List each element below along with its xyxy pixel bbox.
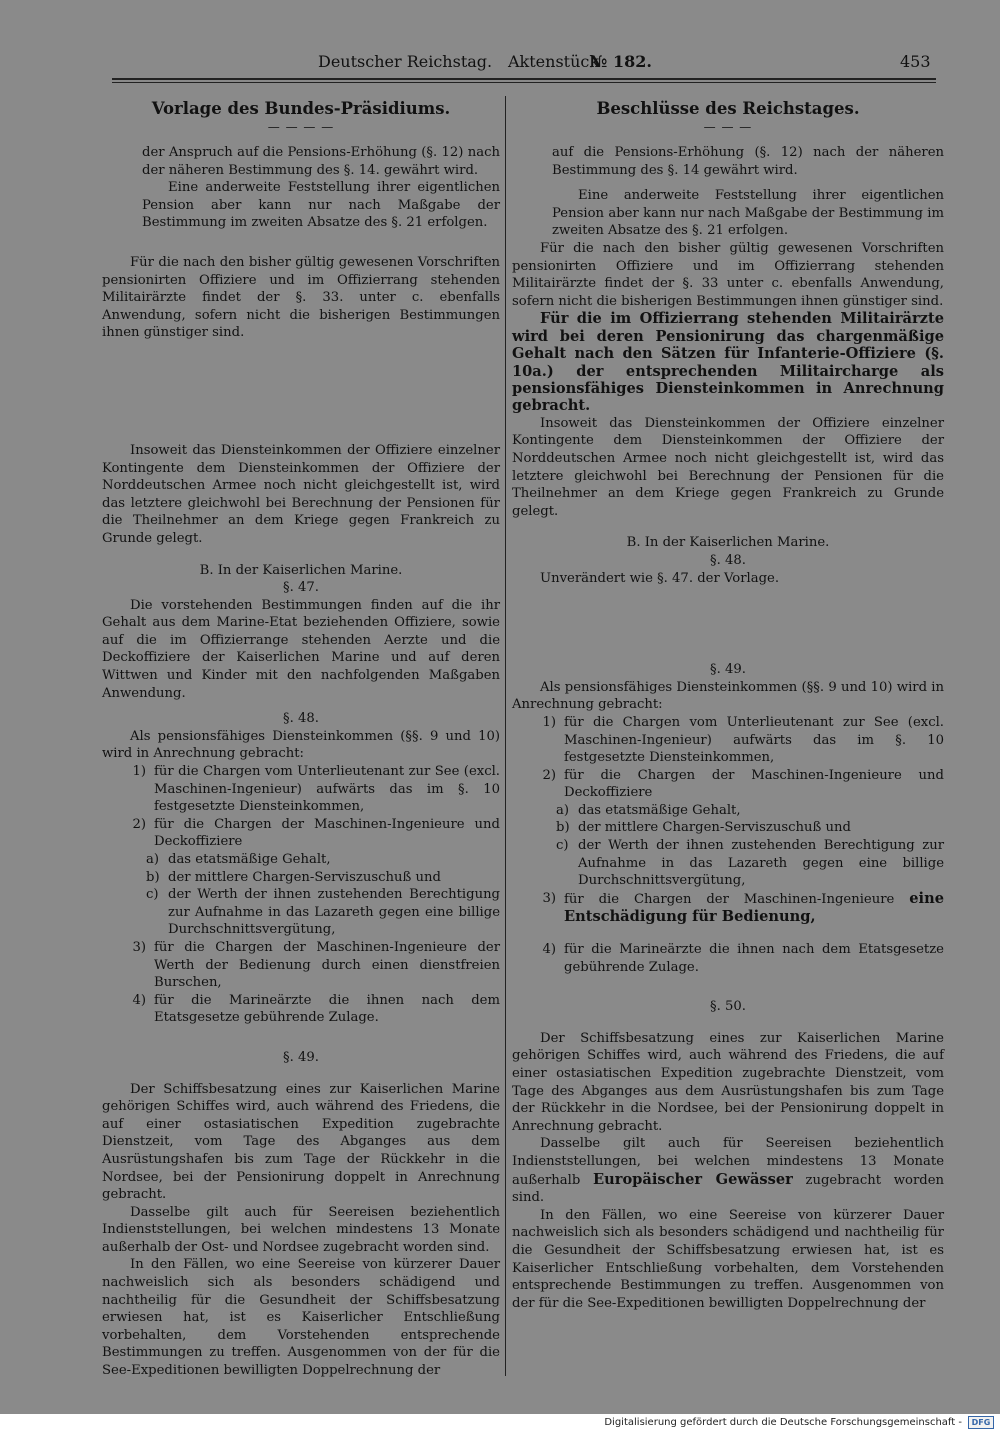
sub-list-item: a) das etatsmäßige Gehalt, [556, 802, 741, 818]
paragraph: Als pensionsfähiges Diensteinkommen (§§. 9 und 10) wird in Anrechnung gebracht: [512, 679, 944, 713]
paragraph: Für die nach den bisher gültig gewesenen Vorschriften pensionirten Offiziere und im Offizierrang stehenden Militairärzte findet der §. 33. unter c. ebenfalls Anwendung, sofern nicht die bisherigen Bestimmungen ihnen günstiger sind. [102, 254, 500, 341]
amendment-bold-paragraph: Für die im Offizierrang stehenden Militairärzte wird bei deren Pensionirung das chargenmäßige Gehalt nach den Sätzen für Infanterie-Offiziere (§. 10a.) der entsprechenden Militaircharge als pensionsfähiges Diensteinkommen in Anrechnung gebracht. [512, 310, 944, 415]
paragraph: Der Schiffsbesatzung eines zur Kaiserlichen Marine gehörigen Schiffes wird, auch während des Friedens, die auf einer ostasiatischen Expedition zugebrachte Dienstzeit, vom Tage des Abganges aus dem Ausrüstungshafen bis zum Tage der Rückkehr in die Nordsee, bei der Pensionirung doppelt in Anrechnung gebracht. [512, 1030, 944, 1134]
paragraph: Eine anderweite Feststellung ihrer eigentlichen Pension aber kann nur nach Maßgabe der Bestimmung im zweiten Absatze des §. 21 erfolgen. [552, 188, 944, 239]
header-rule-thin [112, 82, 936, 83]
left-indented-block [102, 144, 500, 232]
left-column [102, 98, 500, 1380]
left-column-title: Vorlage des Bundes-Präsidiums. [151, 99, 451, 118]
header-rule [112, 78, 936, 80]
section-number: §. 50. [710, 999, 746, 1015]
right-indented-block [512, 144, 944, 240]
sub-list-item: b) der mittlere Chargen-Serviszuschuß und [146, 869, 441, 885]
amendment-bold-text: eine Entschädigung für Bedienung, [564, 889, 944, 926]
paragraph: Dasselbe gilt auch für Seereisen beziehentlich Indienststellungen, bei welchen mindestens 13 Monate außerhalb Europäischer Gewässer zugebracht worden sind. [512, 1136, 944, 1206]
list-item: 3) für die Chargen der Maschinen-Ingenieure eine Entschädigung für Bedienung, [542, 889, 944, 926]
paragraph: Eine anderweite Feststellung ihrer eigentlichen Pension aber kann nur nach Maßgabe der Bestimmung im zweiten Absatze des §. 21 erfolgen. [142, 180, 500, 231]
column-divider [505, 96, 506, 1376]
paragraph: der Anspruch auf die Pensions-Erhöhung (§. 12) nach der näheren Bestimmung des §. 14. gewährt wird. [142, 145, 500, 178]
funding-notice: Digitalisierung gefördert durch die Deutsche Forschungsgemeinschaft - [604, 1417, 962, 1428]
section-number: §. 49. [283, 1049, 319, 1065]
section-number: §. 48. [283, 711, 319, 727]
paragraph: Insoweit das Diensteinkommen der Offiziere einzelner Kontingente dem Diensteinkommen der Offiziere der Norddeutschen Armee noch nicht gleichgestellt ist, wird das letztere gleichwohl bei Berechnung der Pensionen für die Theilnehmer an dem Kriege gegen Frankreich zu Grunde gelegt. [512, 415, 944, 519]
paragraph: auf die Pensions-Erhöhung (§. 12) nach der näheren Bestimmung des §. 14 gewährt wird. [552, 145, 944, 178]
list-item: 1) für die Chargen vom Unterlieutenant zur See (excl. Maschinen-Ingenieur) aufwärts das im §. 10 festgesetzte Diensteinkommen, [132, 764, 500, 815]
section-heading: B. In der Kaiserlichen Marine. [199, 562, 403, 578]
list-item: 2) für die Chargen der Maschinen-Ingenieure und Deckoffiziere [132, 816, 500, 850]
paragraph: Der Schiffsbesatzung eines zur Kaiserlichen Marine gehörigen Schiffes wird, auch während des Friedens, die auf einer ostasiatischen Expedition zugebrachte Dienstzeit, vom Tage des Abganges aus dem Ausrüstungshafen bis zum Tage der Rückkehr in die Nordsee, bei der Pensionirung doppelt in Anrechnung gebracht. [102, 1081, 500, 1203]
right-column [512, 98, 944, 1312]
list-item: 2) für die Chargen der Maschinen-Ingenieure und Deckoffiziere [542, 767, 944, 801]
list-item: 4) für die Marineärzte die ihnen nach dem Etatsgesetze gebührende Zulage. [542, 942, 944, 975]
right-column-title: Beschlüsse des Reichstages. [596, 99, 860, 118]
title-separator: — — — [703, 120, 753, 134]
paragraph: Unverändert wie §. 47. der Vorlage. [540, 570, 780, 586]
paragraph: Für die nach den bisher gültig gewesenen Vorschriften pensionirten Offiziere und im Offizierrang stehenden Militairärzte findet der §. 33 unter c. ebenfalls Anwendung, sofern nicht die bisherigen Bestimmungen ihnen günstiger sind. [512, 240, 944, 309]
paragraph: Die vorstehenden Bestimmungen finden auf die ihr Gehalt aus dem Marine-Etat beziehenden Offiziere, sowie auf die im Offizierrange stehenden Aerzte und die Deckoffiziere der Kaiserlichen Marine und auf deren Wittwen und Kinder mit den nachfolgenden Maßgaben Anwendung. [102, 597, 500, 701]
paragraph: Als pensionsfähiges Diensteinkommen (§§. 9 und 10) wird in Anrechnung gebracht: [102, 728, 500, 762]
sub-list-item: a) das etatsmäßige Gehalt, [146, 852, 331, 867]
paragraph: In den Fällen, wo eine Seereise von kürzerer Dauer nachweislich sich als besonders schädigend und nachtheilig für die Gesundheit der Schiffsbesatzung erwiesen hat, ist es Kaiserlicher Entschließung vorbehalten, dem Vorstehenden entsprechende Bestimmungen zu treffen. Ausgenommen von der für die See-Expeditionen bewilligten Doppelrechnung der [512, 1207, 944, 1311]
paragraph: In den Fällen, wo eine Seereise von kürzerer Dauer nachweislich sich als besonders schädigend und nachtheilig für die Gesundheit der Schiffsbesatzung erwiesen hat, ist es Kaiserlicher Entschließung vorbehalten, dem Vorstehenden entsprechende Bestimmungen zu treffen. Ausgenommen von der für die See-Expeditionen bewilligten Doppelrechnung der [102, 1257, 500, 1379]
section-heading: B. In der Kaiserlichen Marine. [626, 535, 830, 551]
running-header-number: № 182. [590, 52, 652, 71]
sub-list-item: c) der Werth der ihnen zustehenden Berechtigung zur Aufnahme in das Lazareth gegen eine billige Durchschnittsvergütung, [146, 887, 500, 938]
title-separator: — — — — [267, 120, 335, 134]
section-number: §. 48. [710, 552, 746, 568]
paragraph: Insoweit das Diensteinkommen der Offiziere einzelner Kontingente dem Diensteinkommen der Offiziere der Norddeutschen Armee noch nicht gleichgestellt ist, wird das letztere gleichwohl bei Berechnung der Pensionen für die Theilnehmer an dem Kriege gegen Frankreich zu Grunde gelegt. [102, 442, 500, 546]
list-item: 3) für die Chargen der Maschinen-Ingenieure der Werth der Bedienung durch einen dienstfreien Burschen, [132, 939, 500, 991]
section-number: §. 47. [283, 580, 319, 596]
paragraph: Dasselbe gilt auch für Seereisen beziehentlich Indienststellungen, bei welchen mindestens 13 Monate außerhalb der Ost- und Nordsee zugebracht worden sind. [102, 1204, 500, 1255]
list-item: 4) für die Marineärzte die ihnen nach dem Etatsgesetze gebührende Zulage. [132, 992, 500, 1026]
running-header-publication: Deutscher Reichstag. [318, 52, 493, 71]
running-header-document: Aktenstück [508, 52, 600, 71]
amendment-bold-text: Europäischer Gewässer [593, 1170, 793, 1188]
list-item: 1) für die Chargen vom Unterlieutenant zur See (excl. Maschinen-Ingenieur) aufwärts das im §. 10 festgesetzte Diensteinkommen, [542, 714, 944, 766]
footer-bar [0, 1414, 1000, 1432]
section-number: §. 49. [710, 662, 746, 678]
sub-list-item: b) der mittlere Chargen-Serviszuschuß und [556, 820, 851, 836]
page-number: 453 [900, 52, 931, 71]
sub-list-item: c) der Werth der ihnen zustehenden Berechtigung zur Aufnahme in das Lazareth gegen eine billige Durchschnittsvergütung, [556, 838, 944, 889]
dfg-logo[interactable]: DFG [968, 1416, 994, 1429]
